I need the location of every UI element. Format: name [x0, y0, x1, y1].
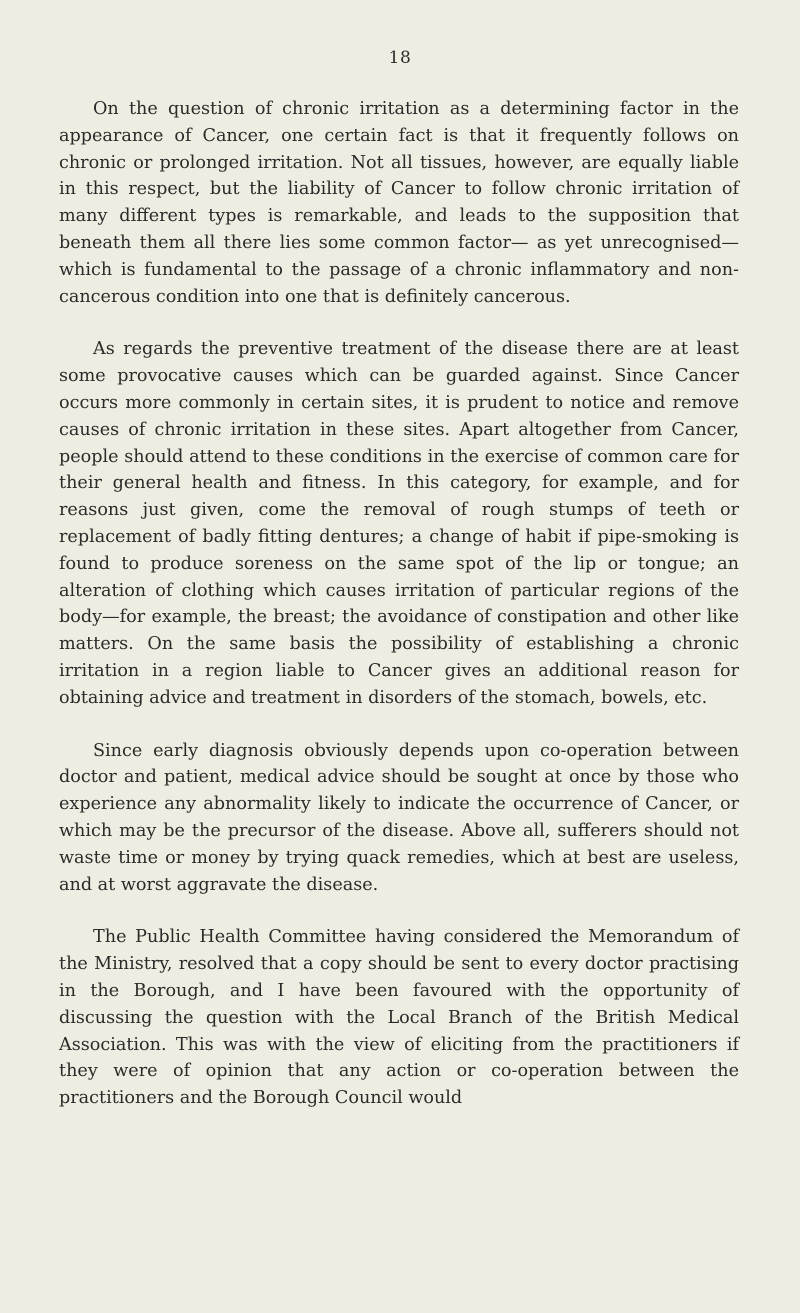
paragraph-early-diagnosis: Since early diagnosis obviously depends upon co-operation between doctor and patient, medical advice should be sought at once by those who experience any abnormality likely to indicate the occurrence of Cancer, or which may be the precursor of the disease. Above all, sufferers should not waste time or money by trying quack remedies, which at best are useless, and at worst aggravate the disease.	[59, 740, 739, 895]
paragraph-public-health-committee: The Public Health Committee having considered the Memorandum of the Ministry, resolved that a copy should be sent to every doctor practising in the Borough, and I have been favoured with the opportunity of discussing the question with the Local Branch of the British Medical Association. This was with the view of eliciting from the practitioners if they were of opinion that any action or co-operation between the practitioners and the Borough Council would	[59, 927, 739, 1109]
page-number: 18	[388, 48, 412, 68]
paragraph-chronic-irritation: On the question of chronic irritation as a determining factor in the appearance of Cancer, one certain fact is that it frequently follows on chronic or prolonged irritation. Not all tissues, however, are equally liable in this respect, but the liability of Cancer to follow chronic irritation of many different types is remarkable, and leads to the supposition that beneath them all there lies some common factor— as yet unrecognised—which is fundamental to the passage of a chronic inflammatory and non-cancerous condition into one that is definitely cancerous.	[59, 99, 739, 307]
body-text	[59, 96, 739, 1112]
paragraph-preventive-treatment: As regards the preventive treatment of the disease there are at least some provocative causes which can be guarded against. Since Cancer occurs more commonly in certain sites, it is prudent to notice and remove causes of chronic irritation in these sites. Apart altogether from Cancer, people should attend to these conditions in the exercise of common care for their general health and fitness. In this category, for example, and for reasons just given, come the removal of rough stumps of teeth or replacement of badly fitting dentures; a change of habit if pipe-smoking is found to produce soreness on the same spot of the lip or tongue; an alteration of clothing which causes irritation of particular regions of the body—for example, the breast; the avoidance of constipation and other like matters. On the same basis the possibility of establishing a chronic irritation in a region liable to Cancer gives an additional reason for obtaining advice and treatment in disorders of the stomach, bowels, etc.	[59, 339, 739, 708]
